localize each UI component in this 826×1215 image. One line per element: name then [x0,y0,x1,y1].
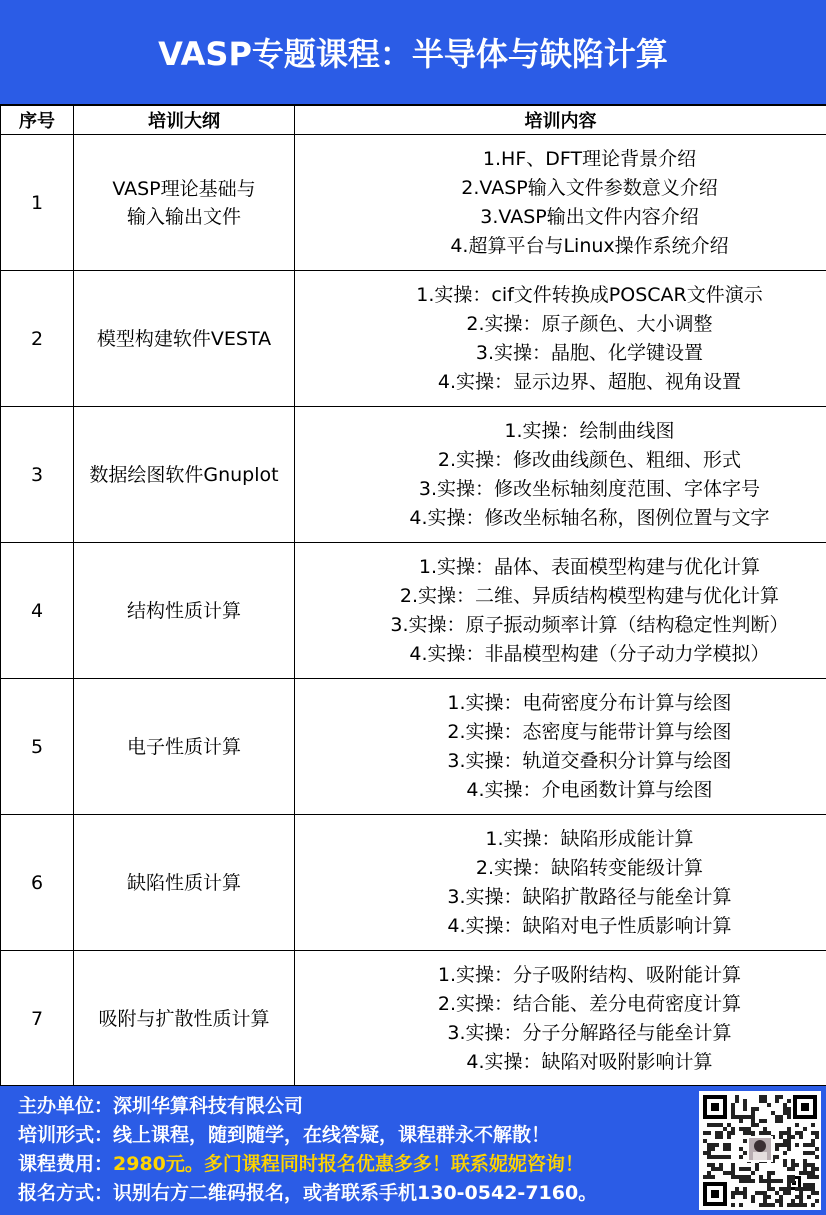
register-text: 报名方式：识别右方二维码报名，或者联系手机130-0542-7160。 [18,1182,598,1204]
row-outline [74,543,295,679]
outline-line: 模型构建软件VESTA [96,327,272,350]
content-item: 1.实操：晶体、表面模型构建与优化计算 [418,555,761,578]
content-item: 4.实操：显示边界、超胞、视角设置 [437,370,742,393]
content-item: 3.VASP输出文件内容介绍 [480,205,699,228]
table-body [1,135,826,1087]
content-item: 4.实操：修改坐标轴名称，图例位置与文字 [409,506,770,529]
table-row [1,815,826,951]
content-item: 1.实操：缺陷形成能计算 [485,827,694,850]
content-item: 4.实操：缺陷对电子性质影响计算 [447,914,732,937]
table-row [1,951,826,1087]
content-item: 3.实操：原子振动频率计算（结构稳定性判断） [390,613,789,636]
content-item: 4.实操：介电函数计算与绘图 [466,778,713,801]
row-content [295,951,826,1087]
header-content: 培训内容 [295,106,826,135]
row-number: 2 [1,271,74,407]
row-outline [74,815,295,951]
format-text: 培训形式：线上课程，随到随学，在线答疑，课程群永不解散！ [18,1124,551,1146]
content-item: 2.实操：缺陷转变能级计算 [475,856,704,879]
row-number: 5 [1,679,74,815]
content-item: 2.实操：原子颜色、大小调整 [466,312,713,335]
row-outline [74,135,295,271]
fee-value: 2980元。多门课程同时报名优惠多多！联系妮妮咨询！ [113,1153,584,1175]
table-row [1,271,826,407]
table-row [1,543,826,679]
outline-line: VASP理论基础与 [112,177,256,200]
content-item: 1.实操：电荷密度分布计算与绘图 [447,691,732,714]
footer-info [18,1092,597,1208]
content-item: 3.实操：分子分解路径与能垒计算 [447,1021,732,1044]
content-item: 2.实操：态密度与能带计算与绘图 [447,720,732,743]
row-number: 3 [1,407,74,543]
qr-code-graphic [699,1091,821,1210]
content-item: 3.实操：晶胞、化学键设置 [475,341,704,364]
outline-line: 电子性质计算 [126,735,241,758]
row-outline [74,271,295,407]
content-item: 1.实操：cif文件转换成POSCAR文件演示 [416,283,763,306]
content-item: 2.实操：修改曲线颜色、粗细、形式 [437,448,742,471]
row-content [295,679,826,815]
content-item: 4.实操：非晶模型构建（分子动力学模拟） [409,642,770,665]
content-item: 2.VASP输入文件参数意义介绍 [461,176,718,199]
content-item: 4.实操：缺陷对吸附影响计算 [466,1050,713,1073]
content-item: 2.实操：二维、异质结构模型构建与优化计算 [399,584,780,607]
page-title: VASP专题课程：半导体与缺陷计算 [0,0,826,105]
outline-line: 数据绘图软件Gnuplot [89,463,279,486]
row-number: 1 [1,135,74,271]
row-outline [74,679,295,815]
header-no: 序号 [1,106,74,135]
row-number: 4 [1,543,74,679]
row-content [295,135,826,271]
fee-line [18,1150,597,1179]
row-content [295,407,826,543]
course-table [0,105,826,1087]
row-content [295,543,826,679]
content-item: 1.实操：绘制曲线图 [504,419,675,442]
row-content [295,271,826,407]
row-content [295,815,826,951]
row-number: 7 [1,951,74,1087]
table-row [1,679,826,815]
organizer-text: 主办单位：深圳华算科技有限公司 [18,1095,304,1117]
content-item: 2.实操：结合能、差分电荷密度计算 [437,992,742,1015]
row-outline [74,951,295,1087]
outline-line: 吸附与扩散性质计算 [98,1007,270,1030]
table-row [1,407,826,543]
table-row [1,135,826,271]
content-item: 4.超算平台与Linux操作系统介绍 [450,234,729,257]
outline-line: 缺陷性质计算 [126,871,241,894]
row-outline [74,407,295,543]
content-item: 3.实操：缺陷扩散路径与能垒计算 [447,885,732,908]
content-item: 1.HF、DFT理论背景介绍 [482,147,697,170]
outline-line: 输入输出文件 [126,205,241,228]
outline-line: 结构性质计算 [126,599,241,622]
header-outline: 培训大纲 [74,106,295,135]
content-item: 1.实操：分子吸附结构、吸附能计算 [437,963,742,986]
content-item: 3.实操：修改坐标轴刻度范围、字体字号 [418,477,761,500]
table-header-row [1,106,826,135]
fee-label: 课程费用： [18,1153,114,1175]
row-number: 6 [1,815,74,951]
qr-code-image[interactable] [699,1091,821,1210]
content-item: 3.实操：轨道交叠积分计算与绘图 [447,749,732,772]
